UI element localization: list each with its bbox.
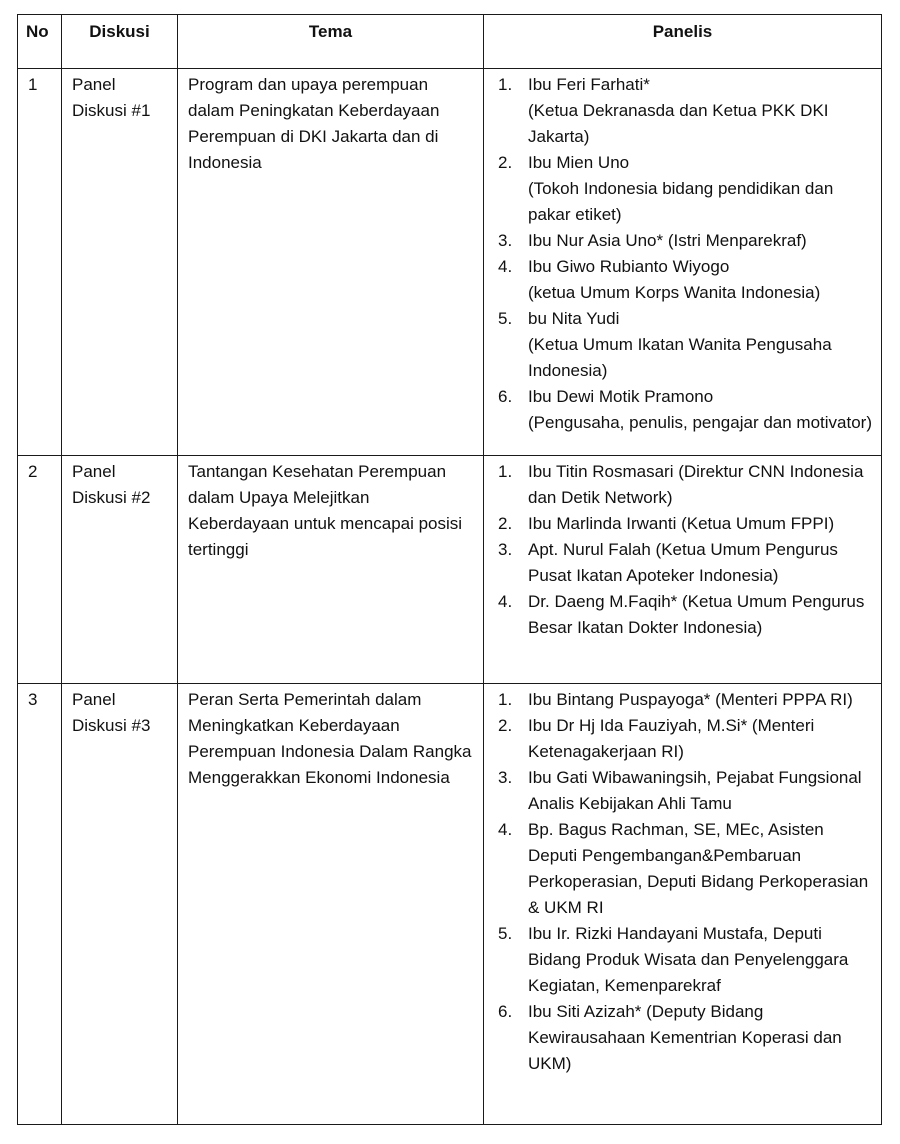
panelis-item [494, 72, 873, 150]
panelis-text: Ibu Gati Wibawaningsih, Pejabat Fungsional Analis Kebijakan Ahli Tamu [528, 768, 862, 813]
tema-cell: Program dan upaya perempuan dalam Peningkatan Keberdayaan Perempuan di DKI Jakarta dan di Indonesia [178, 69, 484, 456]
panelis-item [494, 765, 873, 817]
panelis-list [494, 687, 873, 1077]
panelis-cell [484, 456, 882, 684]
table-row [18, 684, 882, 1125]
table-header [18, 15, 882, 69]
tema-cell: Tantangan Kesehatan Perempuan dalam Upaya Melejitkan Keberdayaan untuk mencapai posisi tertinggi [178, 456, 484, 684]
panelis-text: Dr. Daeng M.Faqih* (Ketua Umum Pengurus Besar Ikatan Dokter Indonesia) [528, 592, 865, 637]
header-no: No [18, 15, 62, 69]
panelis-text: Ibu Titin Rosmasari (Direktur CNN Indonesia dan Detik Network) [528, 462, 864, 507]
panelis-list [494, 72, 873, 436]
panelis-item [494, 817, 873, 921]
panelis-text: bu Nita Yudi (Ketua Umum Ikatan Wanita Pengusaha Indonesia) [528, 309, 832, 380]
row-number: 1 [18, 69, 62, 456]
panelis-text: Ibu Giwo Rubianto Wiyogo (ketua Umum Korps Wanita Indonesia) [528, 257, 821, 302]
panelis-text: Ibu Dewi Motik Pramono (Pengusaha, penulis, pengajar dan motivator) [528, 387, 872, 432]
panelis-item [494, 150, 873, 228]
panelis-number: 3. [498, 768, 513, 787]
panelis-item [494, 687, 873, 713]
panelis-number: 5. [498, 924, 513, 943]
panelis-text: Ibu Nur Asia Uno* (Istri Menparekraf) [528, 231, 807, 250]
panelis-text: Ibu Bintang Puspayoga* (Menteri PPPA RI) [528, 690, 853, 709]
row-number: 2 [18, 456, 62, 684]
panelis-text: Ibu Dr Hj Ida Fauziyah, M.Si* (Menteri Ketenagakerjaan RI) [528, 716, 815, 761]
panelis-number: 1. [498, 462, 513, 481]
panelis-cell [484, 69, 882, 456]
panelis-item [494, 713, 873, 765]
panelis-item [494, 589, 873, 641]
header-diskusi: Diskusi [62, 15, 178, 69]
panelis-item [494, 999, 873, 1077]
panelis-item [494, 254, 873, 306]
header-tema: Tema [178, 15, 484, 69]
panelis-number: 4. [498, 592, 513, 611]
table-row [18, 69, 882, 456]
panelis-text: Bp. Bagus Rachman, SE, MEc, Asisten Deputi Pengembangan&Pembaruan Perkoperasian, Deputi Bidang Perkoperasian & UKM RI [528, 820, 869, 917]
panelis-number: 2. [498, 716, 513, 735]
panelis-text: Ibu Feri Farhati* (Ketua Dekranasda dan Ketua PKK DKI Jakarta) [528, 75, 829, 146]
panelis-number: 1. [498, 75, 513, 94]
header-panelis: Panelis [484, 15, 882, 69]
panelis-number: 6. [498, 1002, 513, 1021]
diskusi-cell: Panel Diskusi #1 [62, 69, 178, 456]
panelis-number: 4. [498, 257, 513, 276]
panelis-item [494, 459, 873, 511]
panelis-number: 2. [498, 153, 513, 172]
panelis-item [494, 384, 873, 436]
panelis-item [494, 228, 873, 254]
panelis-number: 3. [498, 231, 513, 250]
panelis-text: Ibu Mien Uno (Tokoh Indonesia bidang pendidikan dan pakar etiket) [528, 153, 834, 224]
panelis-text: Ibu Ir. Rizki Handayani Mustafa, Deputi Bidang Produk Wisata dan Penyelenggara Kegiatan, Kemenparekraf [528, 924, 849, 995]
panelis-text: Ibu Siti Azizah* (Deputy Bidang Kewirausahaan Kementrian Koperasi dan UKM) [528, 1002, 842, 1073]
panel-discussion-table [17, 14, 882, 1125]
table-body [18, 69, 882, 1125]
panelis-number: 1. [498, 690, 513, 709]
panelis-text: Ibu Marlinda Irwanti (Ketua Umum FPPI) [528, 514, 835, 533]
tema-cell: Peran Serta Pemerintah dalam Meningkatkan Keberdayaan Perempuan Indonesia Dalam Rangka Menggerakkan Ekonomi Indonesia [178, 684, 484, 1125]
header-row [18, 15, 882, 69]
panelis-number: 4. [498, 820, 513, 839]
table-row [18, 456, 882, 684]
diskusi-cell: Panel Diskusi #2 [62, 456, 178, 684]
diskusi-cell: Panel Diskusi #3 [62, 684, 178, 1125]
row-number: 3 [18, 684, 62, 1125]
panelis-cell [484, 684, 882, 1125]
panelis-number: 2. [498, 514, 513, 533]
panelis-text: Apt. Nurul Falah (Ketua Umum Pengurus Pusat Ikatan Apoteker Indonesia) [528, 540, 838, 585]
panelis-number: 6. [498, 387, 513, 406]
panelis-list [494, 459, 873, 641]
panelis-number: 5. [498, 309, 513, 328]
panelis-item [494, 921, 873, 999]
panelis-item [494, 511, 873, 537]
panelis-number: 3. [498, 540, 513, 559]
panelis-item [494, 537, 873, 589]
panelis-item [494, 306, 873, 384]
